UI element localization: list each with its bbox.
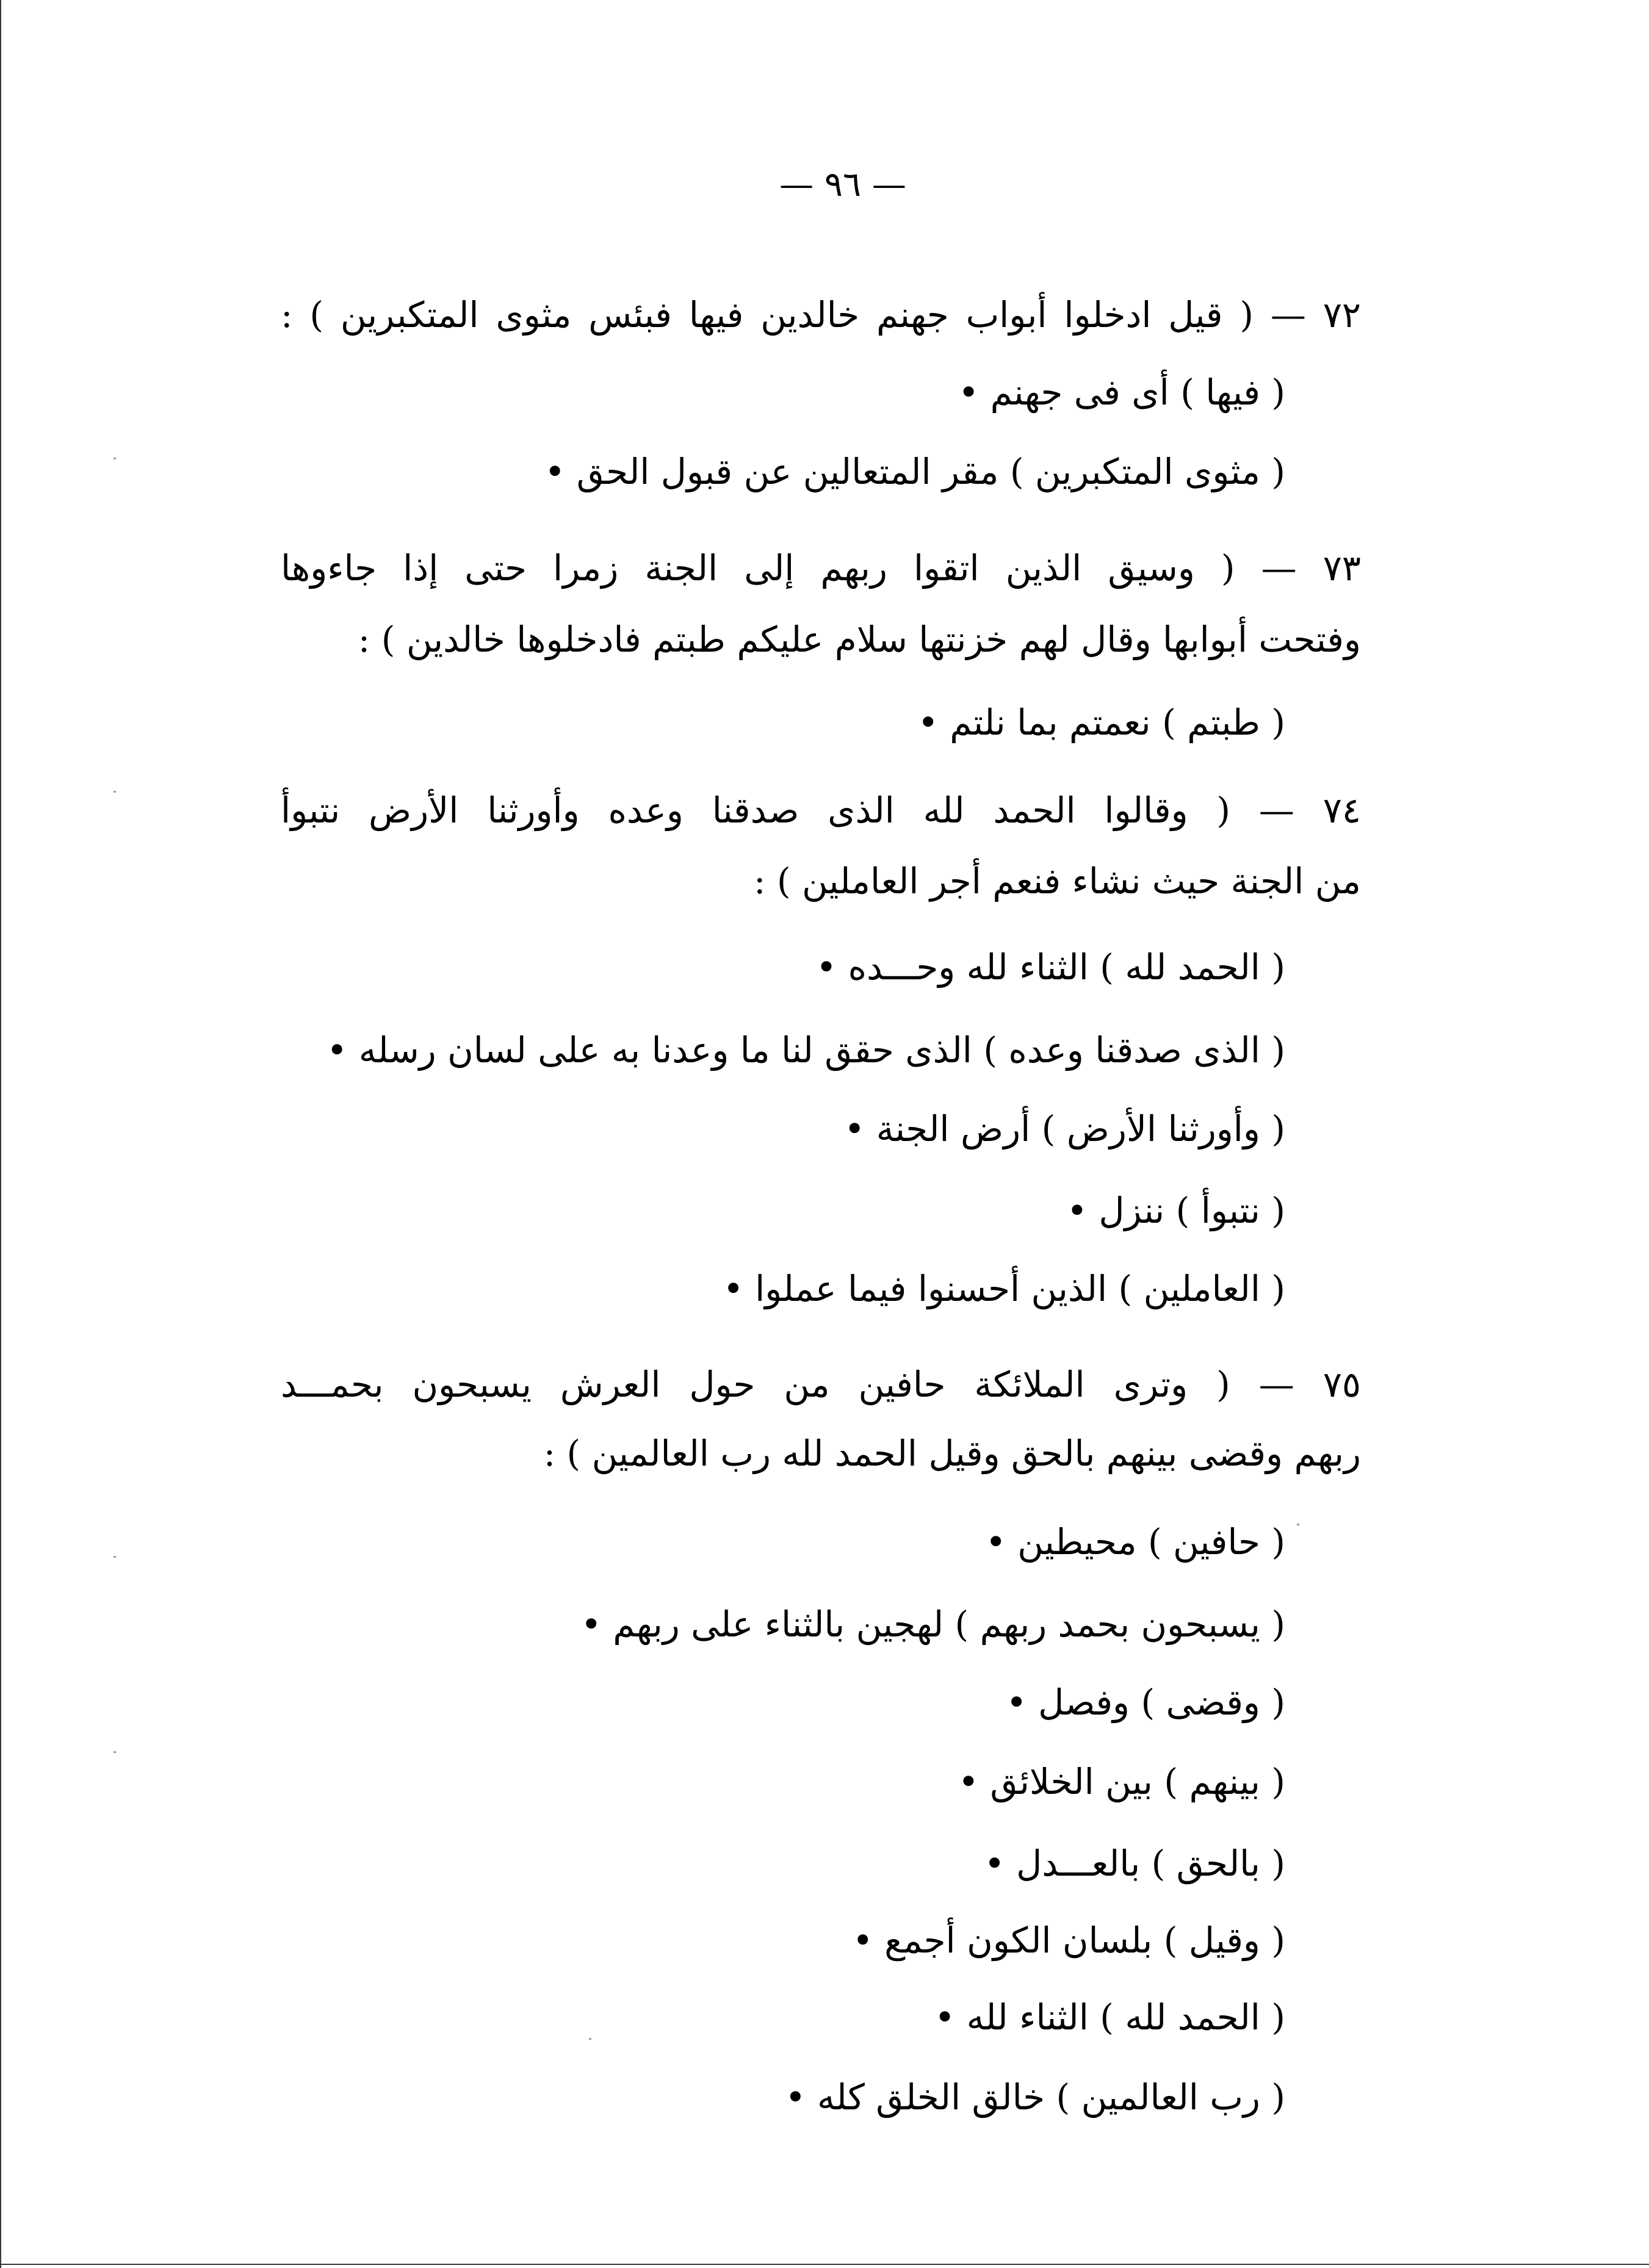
scan-speck [114, 1751, 116, 1753]
verse-73-continuation: وفتحت أبوابها وقال لهم خزنتها سلام عليكم طبتم فادخلوها خالدين ) : [358, 619, 1361, 660]
scan-speck [114, 791, 116, 793]
gloss-line: ( طبتم ) نعمتم بما نلتم • [917, 702, 1285, 743]
page-number: — ٩٦ — [779, 165, 906, 204]
scan-speck [589, 2038, 591, 2040]
gloss-line: ( بالحق ) بالعـــدل • [984, 1843, 1285, 1884]
scan-speck [114, 458, 116, 459]
verse-73-line: ٧٣ — ( وسيق الذين اتقوا ربهم إلى الجنة زمرا حتى إذا جاءوها [281, 547, 1361, 589]
page-left-edge [0, 0, 1, 2268]
gloss-line: ( الذى صدقنا وعده ) الذى حقق لنا ما وعدنا به على لسان رسله • [327, 1029, 1285, 1071]
verse-72-line: ٧٢ — ( قيل ادخلوا أبواب جهنم خالدين فيها فبئس مثوى المتكبرين ) : [281, 294, 1361, 336]
gloss-line: ( بينهم ) بين الخلائق • [958, 1761, 1285, 1802]
page-bottom-edge [0, 2264, 1649, 2265]
gloss-line: ( نتبوأ ) ننزل • [1066, 1190, 1285, 1231]
gloss-line: ( الحمد لله ) الثناء لله • [934, 1996, 1285, 2038]
verse-75-continuation: ربهم وقضى بينهم بالحق وقيل الحمد لله رب العالمين ) : [543, 1433, 1361, 1474]
scan-speck [1297, 1524, 1299, 1525]
gloss-line: ( فيها ) أى فى جهنم • [958, 372, 1285, 413]
gloss-line: ( وأورثنا الأرض ) أرض الجنة • [844, 1108, 1285, 1150]
scan-speck [114, 1556, 116, 1558]
gloss-line: ( وقضى ) وفصل • [1006, 1682, 1285, 1723]
verse-74-line: ٧٤ — ( وقالوا الحمد لله الذى صدقنا وعده وأورثنا الأرض نتبوأ [281, 790, 1361, 831]
gloss-line: ( مثوى المتكبرين ) مقر المتعالين عن قبول الحق • [544, 451, 1285, 492]
gloss-line: ( الحمد لله ) الثناء لله وحـــده • [815, 946, 1285, 988]
gloss-line: ( رب العالمين ) خالق الخلق كله • [785, 2076, 1285, 2118]
gloss-line: ( وقيل ) بلسان الكون أجمع • [852, 1920, 1285, 1961]
gloss-line: ( حافين ) محيطين • [985, 1521, 1285, 1563]
verse-74-continuation: من الجنة حيث نشاء فنعم أجر العاملين ) : [754, 860, 1361, 902]
gloss-line: ( يسبحون بحمد ربهم ) لهجين بالثناء على ربهم • [580, 1604, 1285, 1645]
gloss-line: ( العاملين ) الذين أحسنوا فيما عملوا • [723, 1268, 1285, 1309]
verse-75-line: ٧٥ — ( وترى الملائكة حافين من حول العرش يسبحون بحمـــد [281, 1364, 1361, 1405]
